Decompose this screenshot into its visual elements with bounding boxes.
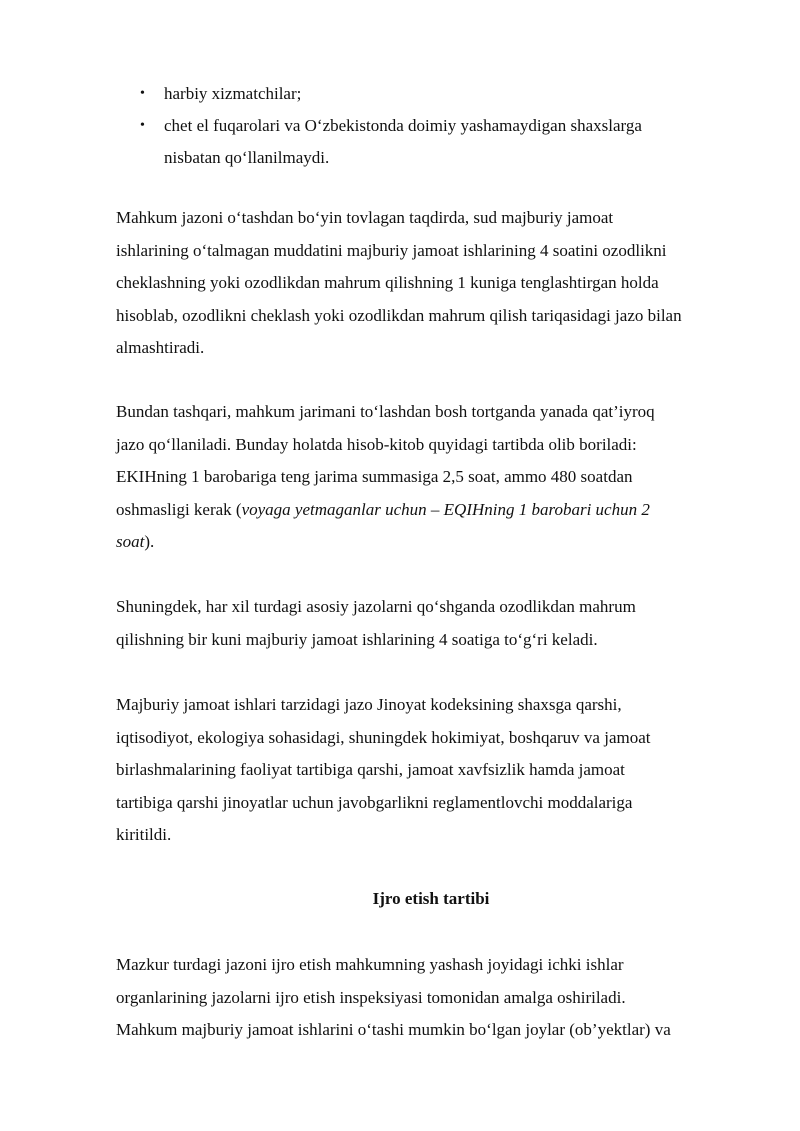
italic-text: voyaga yetmaganlar uchun – EQIHning 1 barobari uchun 2 bbox=[241, 499, 650, 519]
text-line: Bundan tashqari, mahkum jarimani to‘lashdan bosh tortganda yanada qat’iyroq bbox=[116, 402, 655, 421]
text-line: EKIHning 1 barobariga teng jarima summasiga 2,5 soat, ammo 480 soatdan bbox=[116, 467, 633, 487]
text-line: cheklashning yoki ozodlikdan mahrum qilishning 1 kuniga tenglashtirgan holda bbox=[116, 273, 659, 293]
bullet-icon: • bbox=[140, 118, 145, 133]
text-segment: ). bbox=[144, 532, 155, 552]
bullet-text: harbiy xizmatchilar; bbox=[164, 84, 302, 103]
section-heading: Ijro etish tartibi bbox=[372, 889, 490, 908]
text-line: kiritildi. bbox=[116, 825, 172, 845]
text-line: jazo qo‘llaniladi. Bunday holatda hisob-kitob quyidagi tartibda olib boriladi: bbox=[116, 434, 637, 454]
paragraph-combined-punishments bbox=[116, 591, 746, 656]
list-item bbox=[140, 78, 720, 110]
text-line: qilishning bir kuni majburiy jamoat ishlarining 4 soatiga to‘g‘ri keladi. bbox=[116, 629, 598, 649]
paragraph-evasion-replacement bbox=[116, 202, 746, 365]
paragraph-execution-procedure bbox=[116, 949, 746, 1047]
text-line: Shuningdek, har xil turdagi asosiy jazolarni qo‘shganda ozodlikdan mahrum bbox=[116, 597, 636, 616]
text-segment: oshmasligi kerak ( bbox=[116, 499, 242, 519]
text-line: ishlarining o‘talmagan muddatini majburiy jamoat ishlarining 4 soatini ozodlikni bbox=[116, 240, 667, 260]
paragraph-fine-conversion bbox=[116, 396, 746, 559]
list-item bbox=[140, 110, 720, 174]
text-line: almashtiradi. bbox=[116, 338, 205, 358]
text-line: iqtisodiyot, ekologiya sohasidagi, shuningdek hokimiyat, boshqaruv va jamoat bbox=[116, 727, 651, 747]
paragraph-criminal-code bbox=[116, 689, 746, 852]
text-line: birlashmalarining faoliyat tartibiga qarshi, jamoat xavfsizlik hamda jamoat bbox=[116, 760, 625, 780]
text-line: Mazkur turdagi jazoni ijro etish mahkumning yashash joyidagi ichki ishlar bbox=[116, 955, 624, 974]
text-line: Mahkum jazoni o‘tashdan bo‘yin tovlagan taqdirda, sud majburiy jamoat bbox=[116, 208, 614, 227]
italic-text: soat bbox=[116, 532, 145, 552]
bullet-list bbox=[140, 78, 720, 174]
bullet-icon: • bbox=[140, 86, 145, 101]
text-line: Majburiy jamoat ishlari tarzidagi jazo Jinoyat kodeksining shaxsga qarshi, bbox=[116, 695, 622, 714]
bullet-text-line: chet el fuqarolari va O‘zbekistonda doimiy yashamaydigan shaxslarga bbox=[164, 116, 642, 135]
text-line: hisoblab, ozodlikni cheklash yoki ozodlikdan mahrum qilish tariqasidagi jazo bilan bbox=[116, 305, 682, 325]
text-line bbox=[116, 526, 746, 559]
text-line bbox=[116, 494, 746, 527]
text-line: Mahkum majburiy jamoat ishlarini o‘tashi mumkin bo‘lgan joylar (ob’yektlar) va bbox=[116, 1020, 671, 1040]
text-line: organlarining jazolarni ijro etish inspeksiyasi tomonidan amalga oshiriladi. bbox=[116, 987, 626, 1007]
text-line: tartibiga qarshi jinoyatlar uchun javobgarlikni reglamentlovchi moddalariga bbox=[116, 792, 633, 812]
bullet-text-line: nisbatan qo‘llanilmaydi. bbox=[164, 148, 330, 167]
